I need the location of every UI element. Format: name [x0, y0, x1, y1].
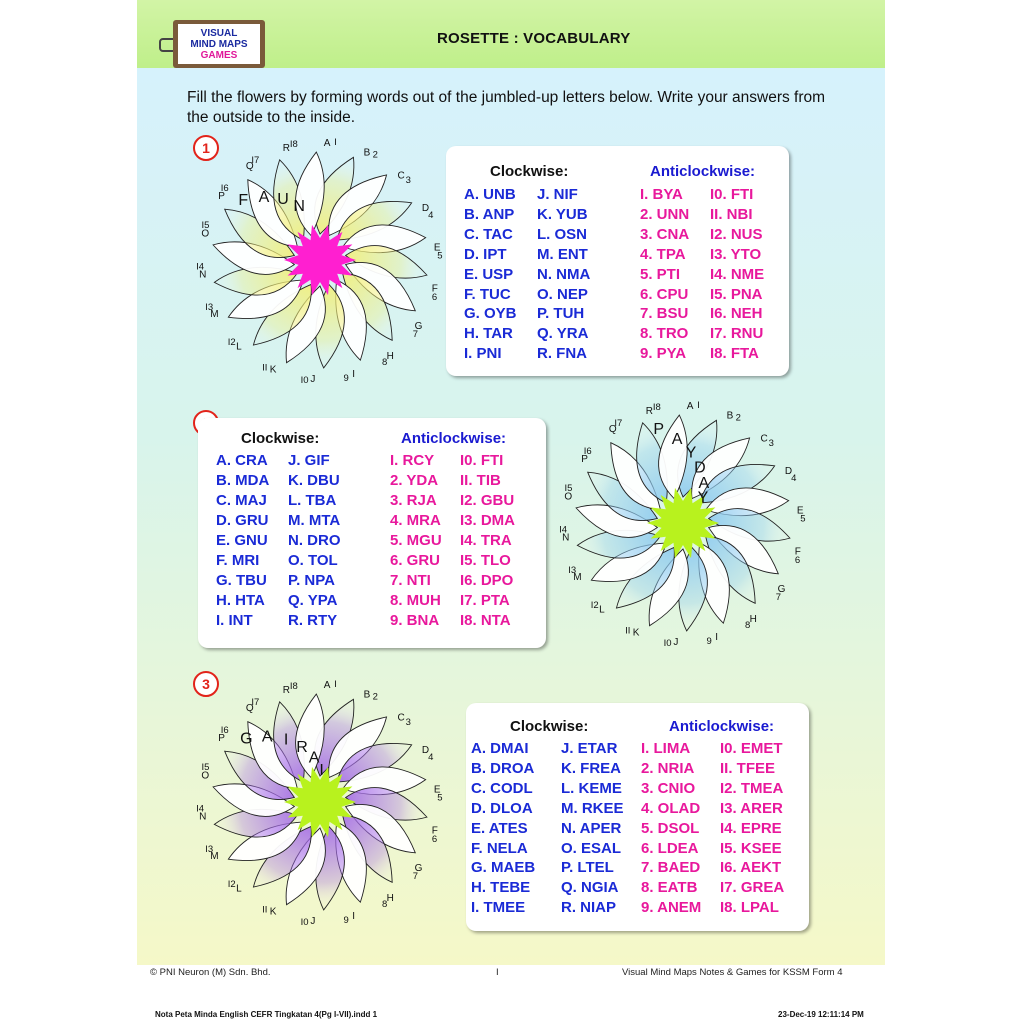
- outer-number-label: I6: [220, 183, 229, 195]
- outer-letter-label: F: [431, 283, 438, 295]
- outer-letter-label: D: [421, 745, 430, 757]
- outer-number-label: 2: [372, 691, 378, 703]
- outer-letter-label: D: [421, 203, 430, 215]
- outer-number-label: 2: [735, 412, 741, 424]
- footer-copyright: © PNI Neuron (M) Sdn. Bhd.: [150, 967, 271, 978]
- answer-letter: P: [653, 421, 665, 439]
- outer-letter-label: M: [210, 850, 219, 862]
- outer-letter-label: E: [433, 242, 441, 254]
- clue-item: H. TAR: [464, 325, 513, 343]
- outer-letter-label: J: [673, 636, 679, 648]
- clue-item: B. ANP: [464, 205, 515, 223]
- clue-item: L. TBA: [288, 492, 337, 509]
- outer-number-label: 2: [372, 149, 378, 161]
- answer-letter: N: [293, 197, 305, 215]
- footer-page-number: I: [496, 967, 499, 978]
- clue-item: I6. NEH: [710, 305, 763, 323]
- outer-number-label: I5: [201, 762, 210, 774]
- outer-letter-label: R: [282, 684, 290, 696]
- puzzle-number-1: 1: [193, 135, 219, 161]
- logo-line-3: GAMES: [200, 49, 238, 61]
- outer-letter-label: N: [562, 532, 570, 544]
- clue-item: I8. FTA: [710, 345, 759, 363]
- clue-item: H. TEBE: [471, 879, 531, 897]
- clue-item: 2. YDA: [390, 472, 439, 489]
- print-file-name: Nota Peta Minda English CEFR Tingkatan 4(Pg I-VII).indd 1: [155, 1010, 378, 1019]
- outer-letter-label: R: [282, 142, 290, 154]
- clue-item: J. GIF: [288, 452, 330, 469]
- outer-number-label: 8: [382, 899, 388, 911]
- clue-item: 9. ANEM: [641, 899, 702, 917]
- clue-item: F. TUC: [464, 285, 511, 303]
- outer-letter-label: I: [352, 911, 356, 923]
- answer-letter: A: [698, 474, 710, 492]
- outer-number-label: I5: [564, 483, 573, 495]
- outer-letter-label: B: [363, 689, 371, 701]
- outer-number-label: I6: [583, 446, 592, 458]
- outer-number-label: 9: [343, 915, 349, 927]
- outer-letter-label: H: [749, 613, 757, 625]
- clue-item: 8. TRO: [640, 325, 689, 343]
- anticlockwise-list-col1: [641, 739, 701, 918]
- outer-letter-label: P: [218, 732, 225, 744]
- outer-number-label: 6: [431, 833, 438, 845]
- outer-number-label: I8: [289, 680, 298, 692]
- clue-item: E. USP: [464, 265, 514, 283]
- outer-number-label: I8: [652, 401, 661, 413]
- clue-item: A. DMAI: [471, 740, 529, 757]
- logo-line-1: VISUAL: [200, 27, 238, 39]
- outer-number-label: 6: [794, 554, 801, 566]
- clue-item: Q. YRA: [537, 325, 589, 343]
- anticlockwise-list-col1: [640, 185, 689, 364]
- clue-item: 2. NRIA: [641, 759, 695, 777]
- outer-letter-label: Q: [608, 424, 617, 436]
- clue-item: Q. NGIA: [561, 879, 619, 897]
- clockwise-list-col1: [216, 451, 269, 631]
- clockwise-heading: Clockwise:: [510, 718, 589, 735]
- clue-item: I. TMEE: [471, 899, 526, 917]
- clue-item: I4. NME: [710, 265, 765, 283]
- print-date: 23-Dec-19 12:11:14 PM: [778, 1010, 864, 1019]
- outer-letter-label: M: [210, 308, 219, 320]
- outer-letter-label: F: [431, 825, 438, 837]
- clockwise-heading: Clockwise:: [241, 430, 320, 447]
- outer-number-label: I7: [251, 154, 260, 166]
- outer-letter-label: C: [760, 433, 768, 445]
- puzzle-number-3: 3: [193, 671, 219, 697]
- outer-number-label: I7: [614, 417, 623, 429]
- clue-item: O. TOL: [288, 552, 338, 569]
- outer-letter-label: H: [386, 892, 394, 904]
- clockwise-list-col2: [288, 451, 341, 631]
- clue-item: M. MTA: [288, 512, 341, 529]
- clue-item: 4. TPA: [640, 245, 686, 263]
- anticlockwise-list-col1: [390, 451, 442, 631]
- outer-letter-label: K: [269, 364, 277, 376]
- logo: [173, 20, 265, 68]
- outer-number-label: I3: [568, 565, 577, 577]
- clockwise-list-col1: [464, 185, 517, 364]
- clue-item: I7. RNU: [710, 325, 764, 343]
- clue-item: D. GRU: [216, 512, 269, 529]
- clue-item: 8. EATB: [641, 879, 698, 897]
- clue-item: I. LIMA: [641, 740, 691, 757]
- clue-item: I. INT: [216, 612, 253, 629]
- clue-item: O. NEP: [537, 285, 588, 303]
- clue-item: II. TFEE: [720, 759, 776, 777]
- clue-item: L. OSN: [537, 225, 588, 243]
- outer-number-label: 5: [437, 792, 443, 804]
- clue-item: I8. LPAL: [720, 899, 779, 917]
- clue-item: K. YUB: [537, 205, 588, 223]
- answer-letter: A: [261, 728, 273, 746]
- outer-number-label: 3: [405, 174, 411, 186]
- clue-item: 5. MGU: [390, 532, 442, 549]
- clue-item: F. NELA: [471, 839, 528, 857]
- outer-letter-label: N: [199, 811, 207, 823]
- outer-number-label: 7: [775, 591, 781, 603]
- instructions: Fill the flowers by forming words out of the jumbled-up letters below. Write your answers from the outside to the inside.: [187, 89, 826, 126]
- clockwise-list-col2: [537, 185, 590, 364]
- clue-item: O. ESAL: [561, 839, 622, 857]
- clockwise-heading: Clockwise:: [490, 163, 569, 180]
- clue-item: I0. EMET: [720, 740, 783, 757]
- clue-item: C. TAC: [464, 225, 513, 243]
- clue-item: P. NPA: [288, 572, 335, 589]
- footer-book-title: Visual Mind Maps Notes & Games for KSSM Form 4: [622, 967, 843, 978]
- clue-item: 3. CNA: [640, 225, 690, 243]
- outer-number-label: 9: [343, 373, 349, 385]
- outer-number-label: I3: [205, 844, 214, 856]
- clue-item: I2. GBU: [460, 492, 515, 509]
- outer-number-label: 4: [428, 751, 434, 763]
- page-header: [137, 0, 885, 68]
- clue-item: 3. RJA: [390, 492, 437, 509]
- outer-letter-label: O: [201, 228, 210, 240]
- answer-letter: I: [319, 762, 324, 780]
- answer-letter: Y: [697, 489, 709, 507]
- clue-item: J. NIF: [537, 186, 578, 203]
- clue-item: I5. TLO: [460, 552, 511, 569]
- outer-letter-label: N: [199, 269, 207, 281]
- clue-item: C. CODL: [471, 779, 533, 797]
- outer-number-label: 5: [800, 513, 806, 525]
- clue-item: 7. BSU: [640, 305, 689, 323]
- outer-number-label: 7: [412, 870, 418, 882]
- clue-item: I0. FTI: [460, 452, 504, 469]
- clue-item: G. OYB: [464, 305, 517, 323]
- outer-letter-label: B: [726, 410, 734, 422]
- rosette-flower-1: [190, 130, 450, 390]
- outer-letter-label: A: [323, 680, 331, 692]
- anticlockwise-heading: Anticlockwise:: [669, 718, 775, 735]
- outer-number-label: I3: [205, 302, 214, 314]
- outer-letter-label: O: [201, 770, 210, 782]
- anticlockwise-heading: Anticlockwise:: [650, 163, 756, 180]
- clue-item: D. IPT: [464, 245, 507, 263]
- outer-letter-label: R: [645, 405, 653, 417]
- outer-letter-label: A: [323, 138, 331, 150]
- outer-number-label: I5: [201, 220, 210, 232]
- outer-letter-label: B: [363, 147, 371, 159]
- outer-letter-label: L: [236, 341, 242, 353]
- outer-letter-label: H: [386, 350, 394, 362]
- outer-number-label: I4: [196, 803, 205, 815]
- clue-item: I6. AEKT: [720, 859, 782, 877]
- clue-box-3: [466, 703, 809, 931]
- outer-letter-label: L: [599, 604, 605, 616]
- clue-item: R. NIAP: [561, 899, 617, 917]
- clue-item: Q. YPA: [288, 592, 338, 609]
- clue-item: 3. CNIO: [641, 779, 696, 797]
- clue-item: B. DROA: [471, 759, 535, 777]
- clue-item: P. TUH: [537, 305, 585, 323]
- clue-item: I. PNI: [464, 345, 502, 363]
- clue-item: N. APER: [561, 819, 622, 837]
- outer-letter-label: Q: [245, 161, 254, 173]
- clue-item: F. MRI: [216, 552, 260, 569]
- clue-item: L. KEME: [561, 779, 622, 797]
- outer-letter-label: G: [414, 863, 423, 875]
- clue-item: D. DLOA: [471, 799, 533, 817]
- outer-number-label: I0: [663, 638, 672, 650]
- clue-item: J. ETAR: [561, 740, 618, 757]
- clue-item: 6. CPU: [640, 285, 689, 303]
- outer-number-label: I: [697, 399, 700, 411]
- clue-item: M. RKEE: [561, 799, 624, 817]
- outer-number-label: 5: [437, 250, 443, 262]
- clue-item: I3. ARER: [720, 799, 783, 817]
- clue-item: I7. GREA: [720, 879, 785, 897]
- outer-number-label: I0: [300, 917, 309, 929]
- outer-letter-label: F: [794, 546, 801, 558]
- outer-letter-label: L: [236, 883, 242, 895]
- clue-item: 6. GRU: [390, 552, 441, 569]
- clue-item: 5. PTI: [640, 265, 681, 283]
- clue-item: H. HTA: [216, 592, 265, 609]
- clue-box-1: [446, 146, 789, 376]
- outer-number-label: II: [262, 362, 268, 374]
- outer-number-label: I4: [196, 261, 205, 273]
- clue-item: E. ATES: [471, 819, 528, 837]
- clue-item: 4. OLAD: [641, 799, 701, 817]
- clue-box-2: [198, 418, 546, 648]
- outer-number-label: II: [625, 625, 631, 637]
- outer-letter-label: K: [269, 906, 277, 918]
- outer-number-label: I: [334, 136, 337, 148]
- clue-item: I5. KSEE: [720, 839, 782, 857]
- outer-number-label: I2: [227, 337, 236, 349]
- outer-letter-label: M: [573, 571, 582, 583]
- outer-letter-label: I: [352, 369, 356, 381]
- clue-item: B. MDA: [216, 472, 270, 489]
- outer-number-label: I2: [227, 879, 236, 891]
- outer-number-label: II: [262, 904, 268, 916]
- page-title: ROSETTE : VOCABULARY: [437, 30, 631, 47]
- rosette-flower-3: [190, 672, 450, 932]
- clue-item: M. ENT: [537, 245, 588, 263]
- outer-number-label: I7: [251, 696, 260, 708]
- answer-letter: G: [240, 730, 253, 748]
- clue-item: A. UNB: [464, 186, 516, 203]
- clue-item: A. CRA: [216, 452, 268, 469]
- anticlockwise-list-col2: [720, 739, 784, 918]
- rosette-flower-2: [553, 393, 813, 653]
- clue-item: 6. LDEA: [641, 839, 699, 857]
- answer-letter: F: [238, 192, 249, 210]
- answer-letter: A: [671, 431, 683, 449]
- clue-item: I4. EPRE: [720, 819, 782, 837]
- logo-line-2: MIND MAPS: [190, 38, 248, 50]
- outer-number-label: 3: [768, 437, 774, 449]
- outer-letter-label: G: [777, 584, 786, 596]
- outer-letter-label: O: [564, 491, 573, 503]
- clue-item: I. RCY: [390, 452, 435, 469]
- clue-item: R. FNA: [537, 345, 587, 363]
- outer-number-label: 3: [405, 716, 411, 728]
- clue-item: I4. TRA: [460, 532, 512, 549]
- clue-item: K. DBU: [288, 472, 340, 489]
- outer-letter-label: J: [310, 915, 316, 927]
- outer-number-label: 9: [706, 636, 712, 648]
- answer-letter: D: [694, 459, 706, 477]
- outer-letter-label: E: [796, 505, 804, 517]
- answer-letter: R: [296, 738, 308, 756]
- outer-number-label: I6: [220, 725, 229, 737]
- clue-item: I3. YTO: [710, 245, 762, 263]
- clockwise-list-col2: [561, 739, 624, 918]
- answer-letter: U: [277, 191, 289, 209]
- clue-item: 2. UNN: [640, 205, 690, 223]
- outer-letter-label: J: [310, 373, 316, 385]
- answer-letter: Y: [685, 444, 697, 462]
- clue-item: 7. BAED: [641, 859, 701, 877]
- clockwise-list-col1: [471, 739, 535, 918]
- clue-item: I8. NTA: [460, 612, 511, 629]
- clue-item: 8. MUH: [390, 592, 441, 609]
- clue-item: N. DRO: [288, 532, 341, 549]
- clue-item: I3. DMA: [460, 512, 516, 529]
- outer-number-label: 4: [791, 472, 797, 484]
- anticlockwise-list-col2: [710, 185, 764, 364]
- answer-letter: I: [283, 731, 289, 749]
- clue-item: G. MAEB: [471, 859, 536, 877]
- outer-letter-label: G: [414, 321, 423, 333]
- clue-item: I2. TMEA: [720, 779, 784, 797]
- outer-letter-label: I: [715, 632, 719, 644]
- outer-letter-label: K: [632, 627, 640, 639]
- outer-letter-label: P: [581, 453, 588, 465]
- clue-item: 9. BNA: [390, 612, 440, 629]
- outer-letter-label: P: [218, 190, 225, 202]
- clue-item: R. RTY: [288, 612, 338, 629]
- outer-letter-label: D: [784, 466, 793, 478]
- clue-item: G. TBU: [216, 572, 267, 589]
- outer-number-label: 4: [428, 209, 434, 221]
- clue-item: I0. FTI: [710, 186, 754, 203]
- clue-item: II. TIB: [460, 472, 501, 489]
- clue-item: 5. DSOL: [641, 819, 700, 837]
- clue-item: 9. PYA: [640, 345, 687, 363]
- clue-item: P. LTEL: [561, 859, 614, 877]
- outer-letter-label: E: [433, 784, 441, 796]
- outer-number-label: 8: [745, 620, 751, 632]
- outer-number-label: I8: [289, 138, 298, 150]
- outer-number-label: I2: [590, 600, 599, 612]
- answer-letter: A: [258, 189, 270, 207]
- clue-item: I5. PNA: [710, 285, 763, 303]
- outer-number-label: 8: [382, 357, 388, 369]
- clue-item: 4. MRA: [390, 512, 441, 529]
- clue-item: K. FREA: [561, 759, 621, 777]
- outer-number-label: 6: [431, 291, 438, 303]
- answer-letter: A: [308, 749, 320, 767]
- clue-item: 7. NTI: [390, 572, 431, 589]
- outer-number-label: I4: [559, 524, 568, 536]
- clue-item: I2. NUS: [710, 225, 763, 243]
- outer-letter-label: C: [397, 170, 405, 182]
- clue-item: C. MAJ: [216, 492, 267, 509]
- clue-item: I7. PTA: [460, 592, 510, 609]
- outer-letter-label: Q: [245, 703, 254, 715]
- outer-number-label: 7: [412, 328, 418, 340]
- outer-letter-label: A: [686, 401, 694, 413]
- outer-number-label: I0: [300, 375, 309, 387]
- outer-number-label: I: [334, 678, 337, 690]
- outer-letter-label: C: [397, 712, 405, 724]
- anticlockwise-list-col2: [460, 451, 515, 631]
- clue-item: E. GNU: [216, 532, 268, 549]
- clue-item: I. BYA: [640, 186, 683, 203]
- clue-item: I6. DPO: [460, 572, 514, 589]
- clue-item: II. NBI: [710, 205, 753, 223]
- anticlockwise-heading: Anticlockwise:: [401, 430, 507, 447]
- clue-item: N. NMA: [537, 265, 591, 283]
